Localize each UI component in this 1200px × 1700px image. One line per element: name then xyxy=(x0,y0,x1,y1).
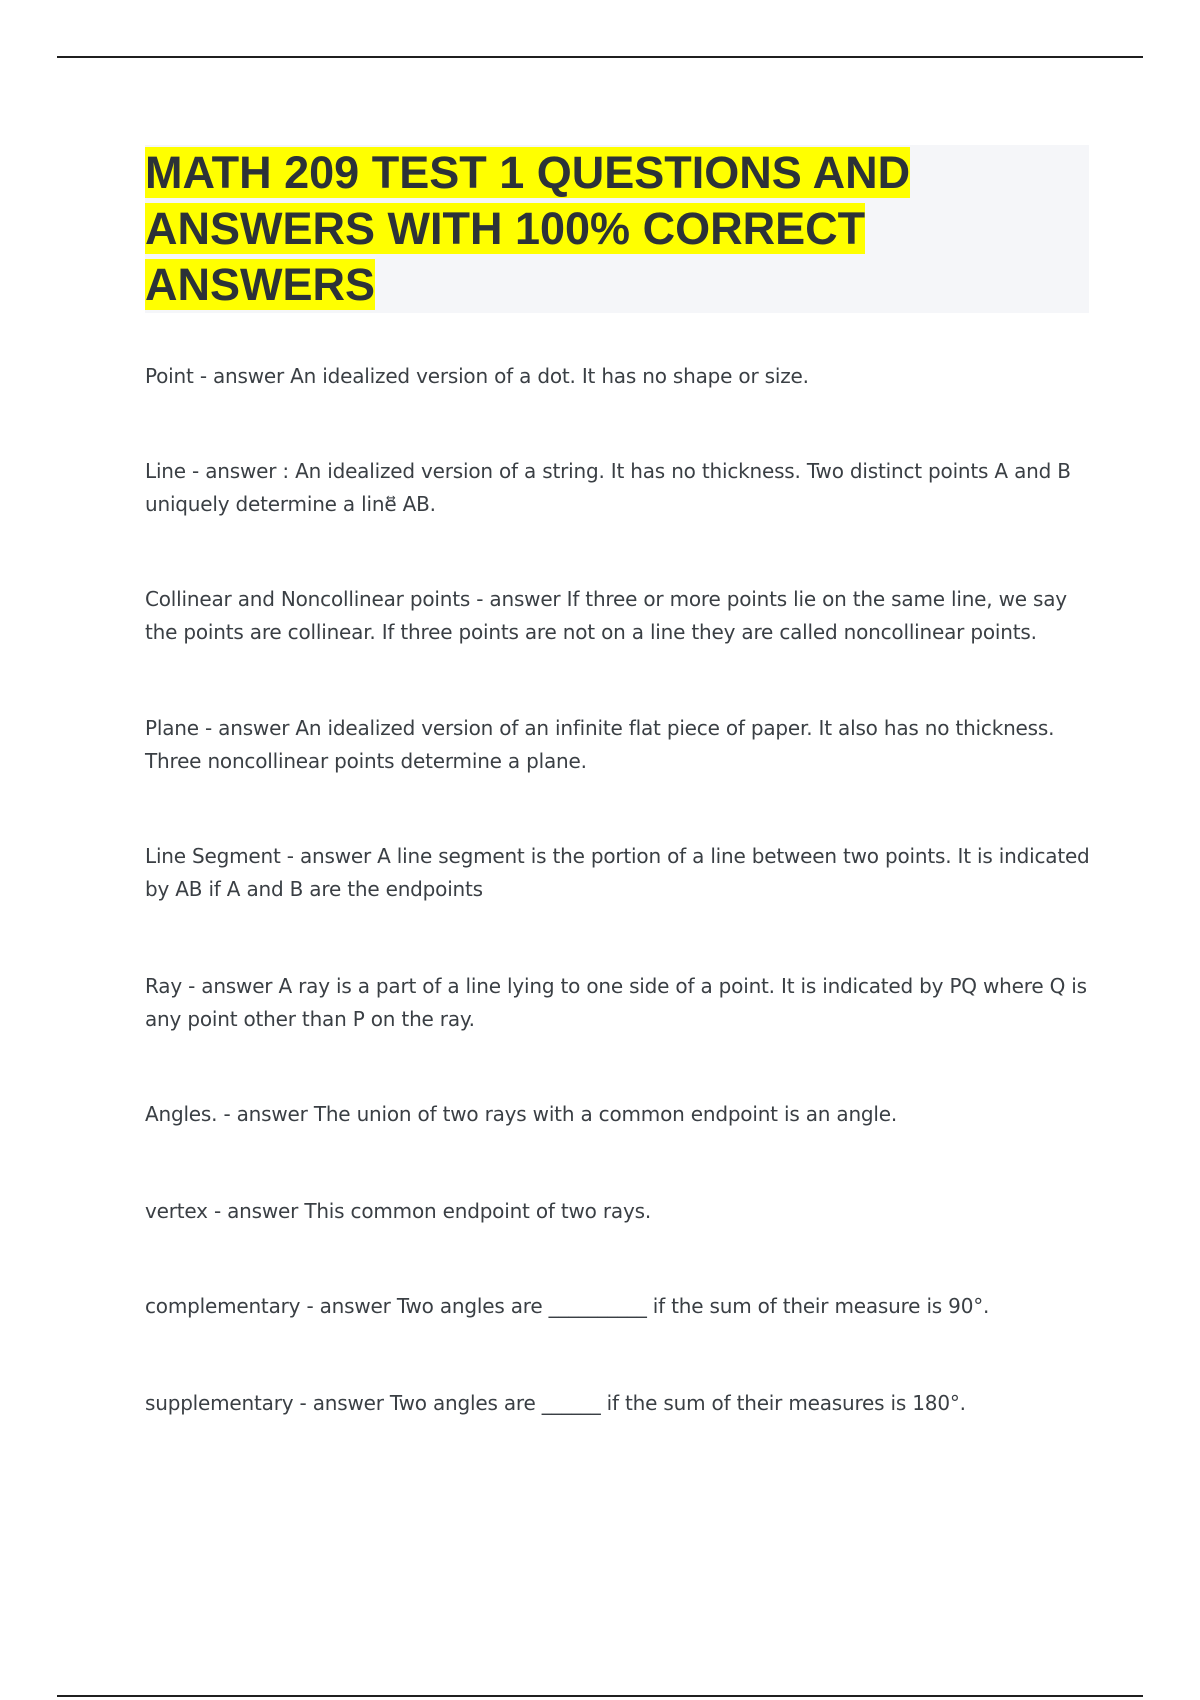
qa-item-vertex: vertex - answer This common endpoint of two rays. xyxy=(145,1199,651,1223)
qa-item-angles: Angles. - answer The union of two rays with a common endpoint is an angle. xyxy=(145,1102,898,1126)
qa-item-ray: Ray - answer A ray is a part of a line lying to one side of a point. It is indicated by PQ where Q is any point other than P on the ray. xyxy=(145,974,1087,1031)
qa-item-collinear: Collinear and Noncollinear points - answer If three or more points lie on the same line, we say the points are collinear. If three points are not on a line they are called noncollinear points. xyxy=(145,587,1067,644)
title-block xyxy=(145,145,1089,313)
qa-item-line: Line - answer : An idealized version of a string. It has no thickness. Two distinct points A and B uniquely determine a line⃡ AB. xyxy=(145,459,1071,516)
top-rule xyxy=(57,56,1143,58)
qa-item-line-segment: Line Segment - answer A line segment is the portion of a line between two points. It is indicated by AB if A and B are the endpoints xyxy=(145,844,1090,901)
title-highlight: MATH 209 TEST 1 QUESTIONS AND ANSWERS WITH 100% CORRECT ANSWERS xyxy=(145,147,911,310)
bottom-rule xyxy=(57,1695,1143,1697)
qa-item-point: Point - answer An idealized version of a dot. It has no shape or size. xyxy=(145,364,809,388)
qa-item-supplementary: supplementary - answer Two angles are ______ if the sum of their measures is 180°. xyxy=(145,1391,966,1415)
document-title xyxy=(145,145,985,313)
qa-item-complementary: complementary - answer Two angles are __________ if the sum of their measure is 90°. xyxy=(145,1294,990,1318)
qa-item-plane: Plane - answer An idealized version of an infinite flat piece of paper. It also has no thickness. Three noncollinear points determine a plane. xyxy=(145,716,1055,773)
